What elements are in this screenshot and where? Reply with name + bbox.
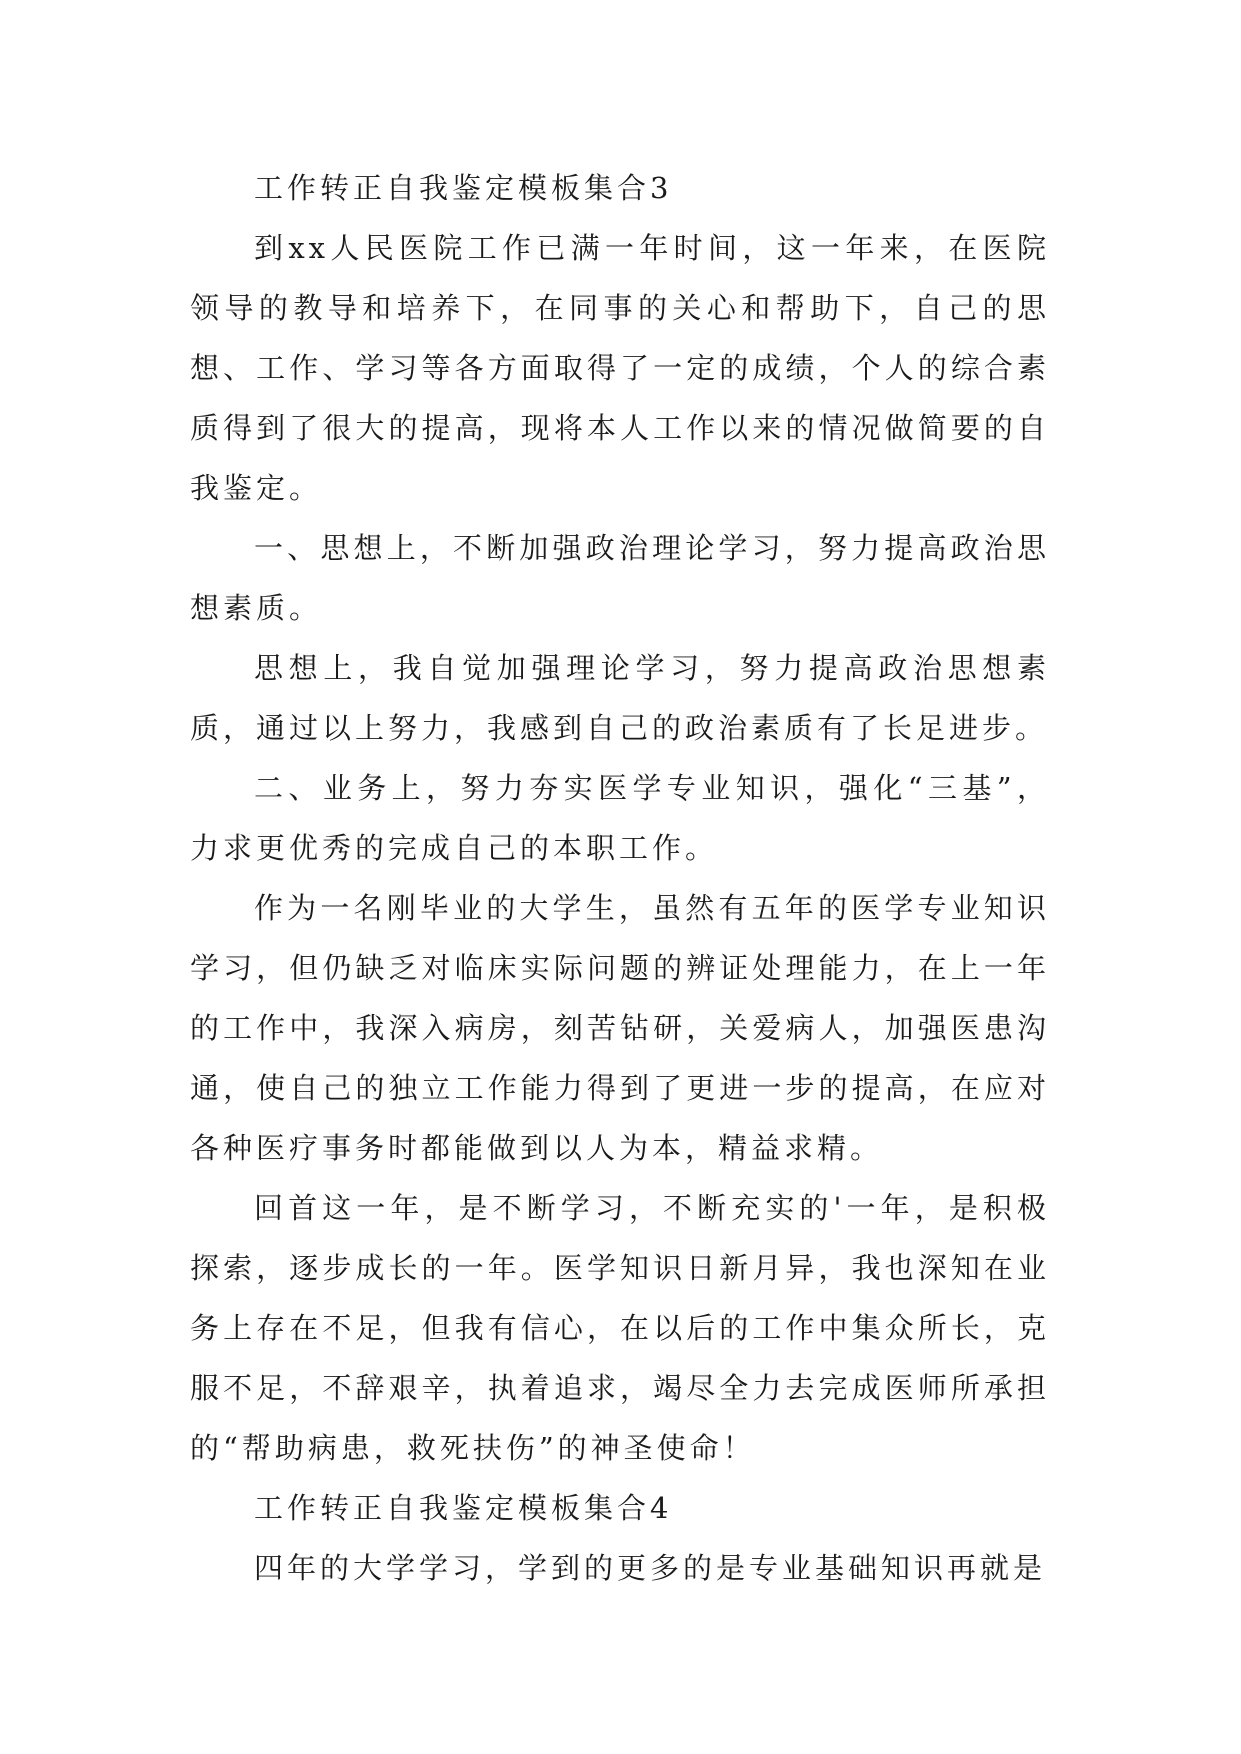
- paragraph: 作为一名刚毕业的大学生，虽然有五年的医学专业知识学习，但仍缺乏对临床实际问题的辨证处理能力，在上一年的工作中，我深入病房，刻苦钻研，关爱病人，加强医患沟通，使自己的独立工作能力得到了更进一步的提高，在应对各种医疗事务时都能做到以人为本，精益求精。: [190, 891, 1050, 1165]
- paragraph: 一、思想上，不断加强政治理论学习，努力提高政治思想素质。: [190, 531, 1050, 625]
- section-heading: 工作转正自我鉴定模板集合4: [254, 1491, 673, 1525]
- document-body: [190, 158, 1050, 1598]
- paragraph: 四年的大学学习，学到的更多的是专业基础知识再就是: [254, 1551, 1047, 1585]
- paragraph: 回首这一年，是不断学习，不断充实的'一年，是积极探索，逐步成长的一年。医学知识日新月异，我也深知在业务上存在不足，但我有信心，在以后的工作中集众所长，克服不足，不辞艰辛，执着追求，竭尽全力去完成医师所承担的“帮助病患，救死扶伤”的神圣使命！: [190, 1191, 1050, 1465]
- paragraph: 二、业务上，努力夯实医学专业知识，强化“三基”，力求更优秀的完成自己的本职工作。: [190, 771, 1050, 865]
- paragraph: 到xx人民医院工作已满一年时间，这一年来，在医院领导的教导和培养下，在同事的关心和帮助下，自己的思想、工作、学习等各方面取得了一定的成绩，个人的综合素质得到了很大的提高，现将本人工作以来的情况做简要的自我鉴定。: [190, 231, 1050, 505]
- paragraph: 思想上，我自觉加强理论学习，努力提高政治思想素质，通过以上努力，我感到自己的政治素质有了长足进步。: [190, 651, 1050, 745]
- section-heading: 工作转正自我鉴定模板集合3: [254, 171, 673, 205]
